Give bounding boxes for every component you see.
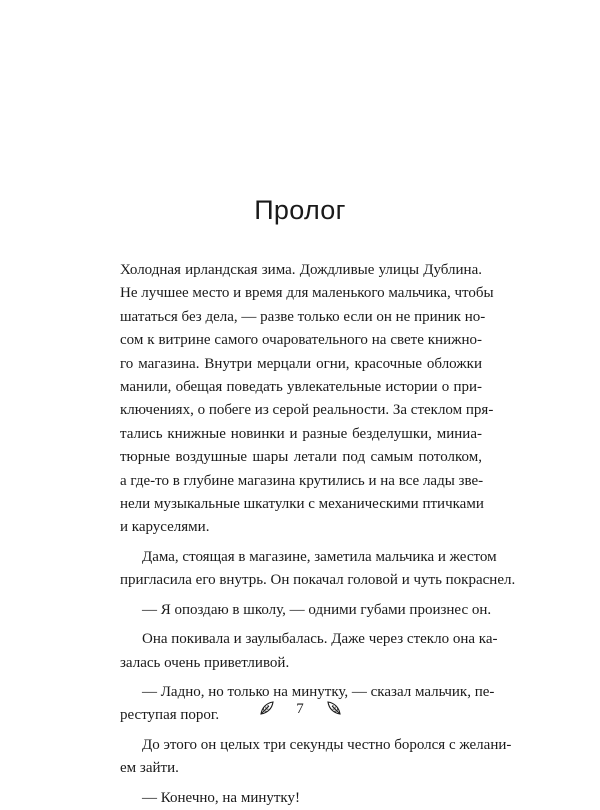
text-line: го магазина. Внутри мерцали огни, красочные обложки (120, 355, 482, 372)
text-line: тались книжные новинки и разные безделушки, миниа- (120, 425, 482, 442)
text-line: Не лучшее место и время для маленького мальчика, чтобы (120, 285, 494, 302)
text-line: ключениях, о побеге из серой реальности. За стеклом пря- (120, 402, 494, 419)
leaf-ornament-icon (259, 700, 275, 716)
text-line: Она покивала и заулыбалась. Даже через стекло она ка- (142, 631, 498, 648)
text-line: До этого он целых три секунды честно боролся с желани- (142, 736, 512, 753)
text-line: ем зайти. (120, 760, 179, 777)
page-footer (0, 700, 600, 718)
text-line: — Я опоздаю в школу, — одними губами произнес он. (142, 601, 492, 618)
prologue-text (120, 259, 516, 810)
text-line: и каруселями. (120, 519, 210, 536)
paragraph-2 (120, 546, 516, 593)
text-line: — Ладно, но только на минутку, — сказал мальчик, пе- (142, 683, 495, 700)
text-line: — Конечно, на минутку! (142, 789, 300, 806)
paragraph-6 (120, 734, 512, 781)
text-line: а где-то в глубине магазина крутились и на все лады зве- (120, 472, 484, 489)
text-line: реступая порог. (120, 707, 220, 724)
paragraph-3 (120, 599, 492, 622)
text-line: Дама, стоящая в магазине, заметила мальчика и жестом (142, 548, 497, 565)
text-line: залась очень приветливой. (120, 654, 290, 671)
chapter-title: Пролог (254, 195, 346, 225)
paragraph-4 (120, 628, 498, 675)
page-number: 7 (296, 701, 304, 717)
text-line: нели музыкальные шкатулки с механическими птичками (120, 496, 484, 513)
text-line: шататься без дела, — разве только если он не приник но- (120, 308, 486, 325)
paragraph-1 (120, 259, 494, 540)
text-line: Холодная ирландская зима. Дождливые улицы Дублина. (120, 262, 482, 278)
paragraph-7 (120, 787, 482, 810)
text-line: тюрные воздушные шары летали под самым потолком, (120, 449, 482, 466)
leaf-ornament-icon (326, 700, 342, 716)
text-line: манили, обещая поведать увлекательные истории о при- (120, 379, 482, 396)
text-line: пригласила его внутрь. Он покачал головой и чуть покраснел. (120, 572, 516, 589)
text-line: сом к витрине самого очаровательного на свете книжно- (120, 332, 482, 349)
